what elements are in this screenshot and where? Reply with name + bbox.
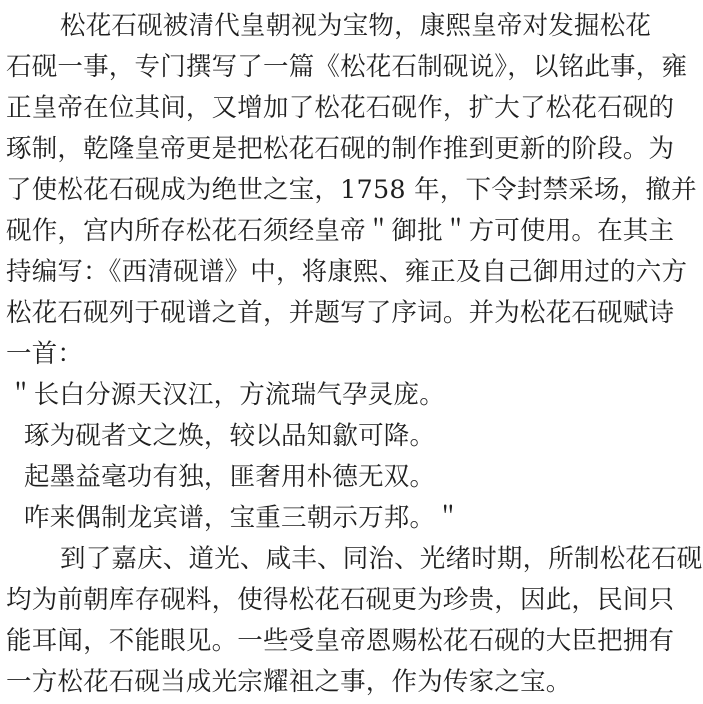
poem-line: 咋来偶制龙宾谱，宝重三朝示万邦。＂ [24,503,461,533]
text-line: 石砚一事，专门撰写了一篇《松花石制砚说》，以铭此事，雍 [6,52,688,82]
text-line: 均为前朝库存砚料，使得松花石砚更为珍贵，因此，民间只 [6,585,675,615]
document-page [6,6,703,703]
text-line: 能耳闻，不能眼见。一些受皇帝恩赐松花石砚的大臣把拥有 [6,626,675,656]
text-line: 持编写：《西清砚谱》中，将康熙、雍正及自己御用过的六方 [6,257,688,287]
text-line: 一首： [6,339,84,369]
text-line: 一方松花石砚当成光宗耀祖之事，作为传家之宝。 [6,667,572,697]
text-line: 了使松花石砚成为绝世之宝，1758 年，下令封禁采场，撤并 [6,175,697,205]
text-line: 松花石砚被清代皇朝视为宝物，康熙皇帝对发掘松花 [60,11,652,41]
poem [6,375,636,539]
poem-line: 起墨益毫功有独，匪奢用朴德无双。 [24,462,436,492]
text-line: 琢制，乾隆皇帝更是把松花石砚的制作推到更新的阶段。为 [6,134,675,164]
text-line: 松花石砚列于砚谱之首，并题写了序词。并为松花石砚赋诗 [6,298,675,328]
text-line: 到了嘉庆、道光、咸丰、同治、光绪时期，所制松花石砚 [60,544,703,574]
text-line: 砚作，宫内所存松花石须经皇帝＂御批＂方可使用。在其主 [6,216,675,246]
text-line: 正皇帝在位其间，又增加了松花石砚作，扩大了松花石砚的 [6,93,675,123]
poem-line: ＂长白分源天汉江，方流瑞气孕灵庞。 [8,380,445,410]
paragraph-2 [6,539,703,703]
paragraph-1 [6,6,697,375]
poem-line: 琢为砚者文之焕，较以品知歙可降。 [24,421,436,451]
